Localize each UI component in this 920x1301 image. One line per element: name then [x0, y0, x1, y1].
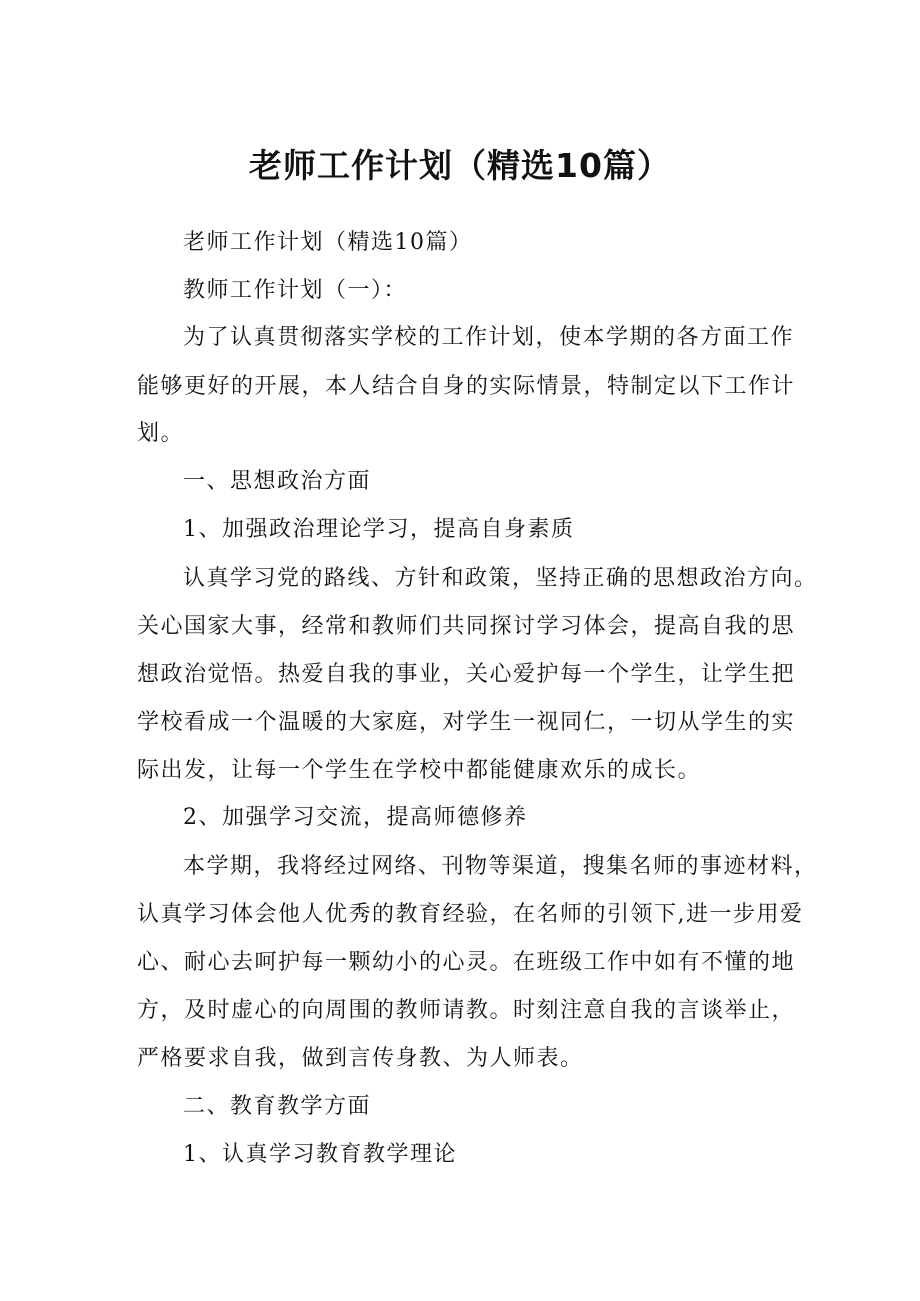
paragraph-line: 划。	[137, 421, 185, 446]
subsection-heading: 2、加强学习交流，提高师德修养	[183, 805, 528, 830]
paragraph-line: 本学期，我将经过网络、刊物等渠道，搜集名师的事迹材料，	[183, 854, 818, 879]
subtitle-line: 老师工作计划（精选10篇）	[183, 230, 473, 255]
paragraph-line: 严格要求自我，做到言传身教、为人师表。	[137, 1046, 584, 1071]
paragraph-line: 认真学习党的路线、方针和政策，坚持正确的思想政治方向。	[183, 566, 818, 591]
subsection-heading: 1、加强政治理论学习，提高自身素质	[183, 517, 575, 542]
paragraph-line: 为了认真贯彻落实学校的工作计划，使本学期的各方面工作	[183, 325, 795, 350]
document-title: 老师工作计划（精选10篇）	[249, 146, 671, 185]
paragraph-line: 心、耐心去呵护每一颗幼小的心灵。在班级工作中如有不懂的地	[137, 950, 796, 975]
section-heading: 教师工作计划（一）：	[183, 278, 408, 303]
paragraph-line: 想政治觉悟。热爱自我的事业，关心爱护每一个学生，让学生把	[137, 662, 796, 687]
section-heading: 二、教育教学方面	[183, 1094, 372, 1119]
paragraph-line: 方，及时虚心的向周围的教师请教。时刻注意自我的言谈举止，	[137, 998, 796, 1023]
paragraph-line: 学校看成一个温暖的大家庭，对学生一视同仁，一切从学生的实	[137, 710, 796, 735]
paragraph-line: 关心国家大事，经常和教师们共同探讨学习体会，提高自我的思	[137, 614, 796, 639]
paragraph-line: 际出发，让每一个学生在学校中都能健康欢乐的成长。	[137, 758, 702, 783]
section-heading: 一、思想政治方面	[183, 469, 372, 494]
paragraph-line: 认真学习体会他人优秀的教育经验，在名师的引领下,进一步用爱	[137, 902, 804, 927]
paragraph-line: 能够更好的开展，本人结合自身的实际情景，特制定以下工作计	[137, 374, 796, 399]
subsection-heading: 1、认真学习教育教学理论	[183, 1142, 457, 1167]
